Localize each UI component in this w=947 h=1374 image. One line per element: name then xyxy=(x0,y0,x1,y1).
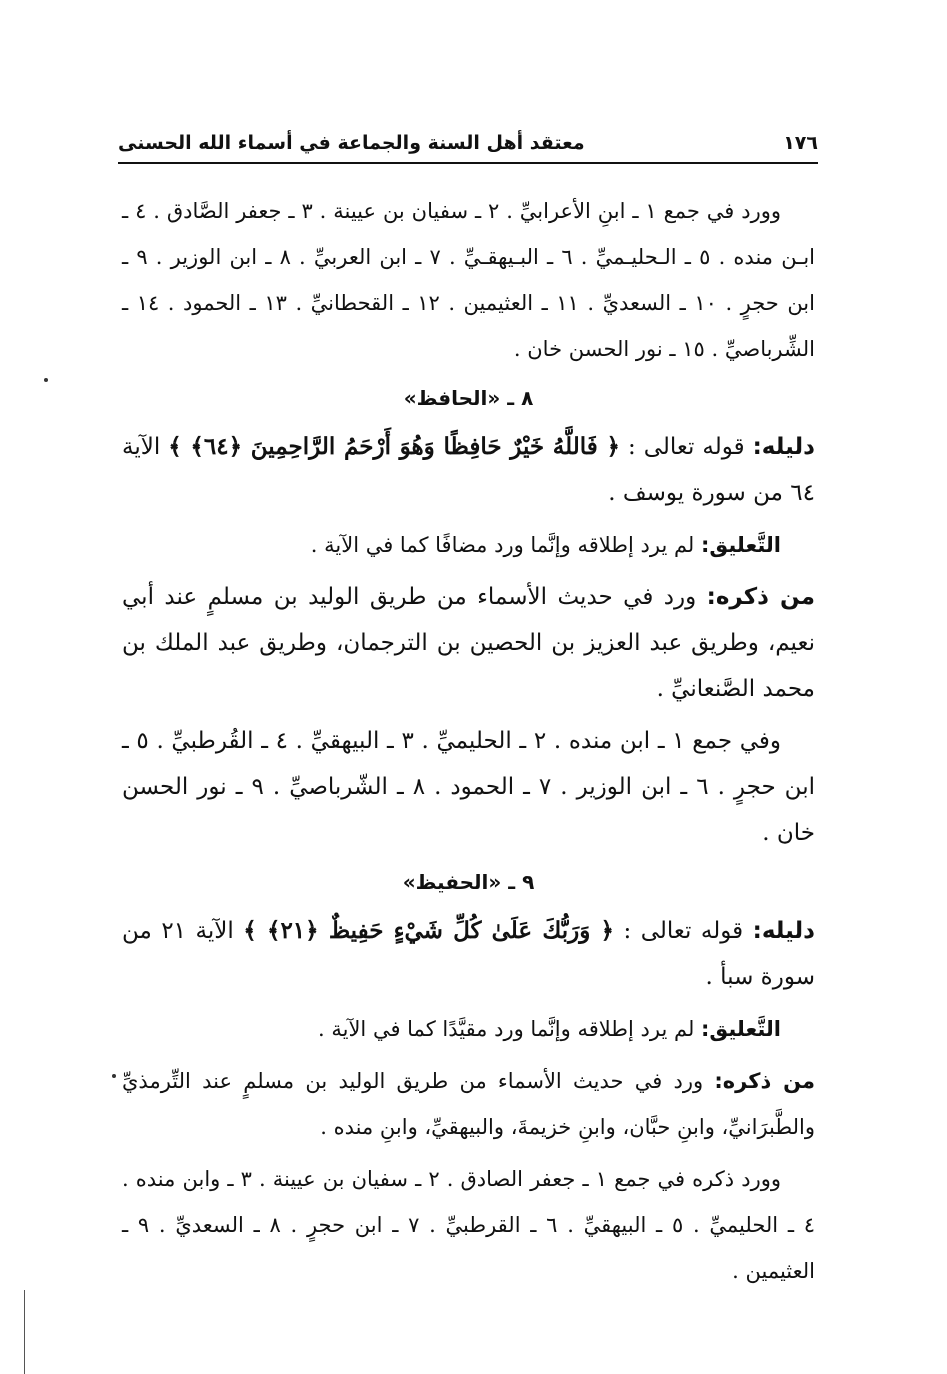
quran-verse: ﴿ وَرَبُّكَ عَلَىٰ كُلِّ شَيْءٍ حَفِيظٌ ﴿٢١﴾ ﴾ xyxy=(243,917,614,944)
section8-comment xyxy=(122,522,815,568)
page-body xyxy=(122,188,815,1300)
scan-speck xyxy=(112,1074,116,1078)
comment-label: التَّعليق: xyxy=(701,1017,781,1041)
mention-label: من ذكره: xyxy=(714,1069,816,1093)
evidence-intro: قوله تعالى : xyxy=(619,434,753,460)
header-rule xyxy=(118,162,818,164)
evidence-intro: قوله تعالى : xyxy=(614,918,753,944)
section8-heading: ٨ ـ «الحافظ» xyxy=(403,386,534,410)
scan-speck xyxy=(44,378,48,382)
evidence-ref: الآية ٢١ من سورة سبأ . xyxy=(122,918,815,990)
mention-label: من ذكره: xyxy=(706,584,815,610)
running-header xyxy=(118,128,818,158)
quran-verse: ﴿ فَاللَّهُ خَيْرٌ حَافِظًا وَهُوَ أَرْحَمُ الرَّاحِمِينَ ﴿٦٤﴾ ﴾ xyxy=(168,433,620,460)
section9-heading: ٩ ـ «الحفيظ» xyxy=(402,870,535,894)
section9-collection: وورد ذكره في جمع ١ ـ جعفر الصادق . ٢ ـ سفيان بن عيينة . ٣ ـ وابن منده . ٤ ـ الحليميِّ . ٥ ـ البيهقيِّ . ٦ ـ القرطبيِّ . ٧ ـ ابن حجرٍ . ٨ ـ السعديِّ . ٩ ـ العثيمين . xyxy=(122,1167,816,1283)
section9-mention xyxy=(122,1058,815,1150)
section9-comment xyxy=(122,1006,815,1052)
running-title: معتقد أهل السنة والجماعة في أسماء الله الحسنى xyxy=(118,132,585,154)
section8-evidence xyxy=(122,424,815,516)
section9-evidence xyxy=(122,908,815,1000)
section7-collection: وورد في جمع ١ ـ ابنِ الأعرابيِّ . ٢ ـ سفيان بن عيينة . ٣ ـ جعفر الصَّادق . ٤ ـ ابـن منده . ٥ ـ الـحليـميِّ . ٦ ـ البـيهقـيِّ . ٧ ـ ابن العربيِّ . ٨ ـ ابن الوزير . ٩ ـ ابن حجرٍ . ١٠ ـ السعديِّ . ١١ ـ العثيمين . ١٢ ـ القحطانيِّ . ١٣ ـ الحمود . ١٤ ـ الشِّرباصيِّ . ١٥ ـ نور الحسن خان . xyxy=(122,199,816,361)
mention-text: ورد في حديث الأسماء من طريق الوليد بن مسلمٍ عند أبي نعيم، وطريق عبد العزيز بن الحصين بن الترجمان، وطريق عبد الملك بن محمد الصَّنعانيِّ . xyxy=(122,584,815,702)
evidence-label: دليله: xyxy=(752,918,815,944)
evidence-label: دليله: xyxy=(752,434,815,460)
evidence-ref: الآية ٦٤ من سورة يوسف . xyxy=(122,434,815,506)
section8-mention xyxy=(122,574,815,712)
section8-collection: وفي جمع ١ ـ ابن منده . ٢ ـ الحليميِّ . ٣ ـ البيهقيِّ . ٤ ـ القُرطبيِّ . ٥ ـ ابن حجرٍ . ٦ ـ ابن الوزير . ٧ ـ الحمود . ٨ ـ الشّرباصيِّ . ٩ ـ نور الحسن خان . xyxy=(122,728,815,846)
mention-text: ورد في حديث الأسماء من طريق الوليد بن مسلمٍ عند التِّرمذيِّ والطَّبرَانيِّ، وابنِ حبَّان، وابنِ خزيمةَ، والبيهقيِّ، وابنِ منده . xyxy=(122,1069,815,1139)
page-number: ١٧٦ xyxy=(783,132,818,154)
comment-text: لم يرد إطلاقه وإنَّما ورد مقيَّدًا كما في الآية . xyxy=(318,1017,702,1041)
comment-label: التَّعليق: xyxy=(701,533,781,557)
comment-text: لم يرد إطلاقه وإنَّما ورد مضافًا كما في الآية . xyxy=(310,533,702,557)
scan-edge-line xyxy=(24,1290,25,1374)
